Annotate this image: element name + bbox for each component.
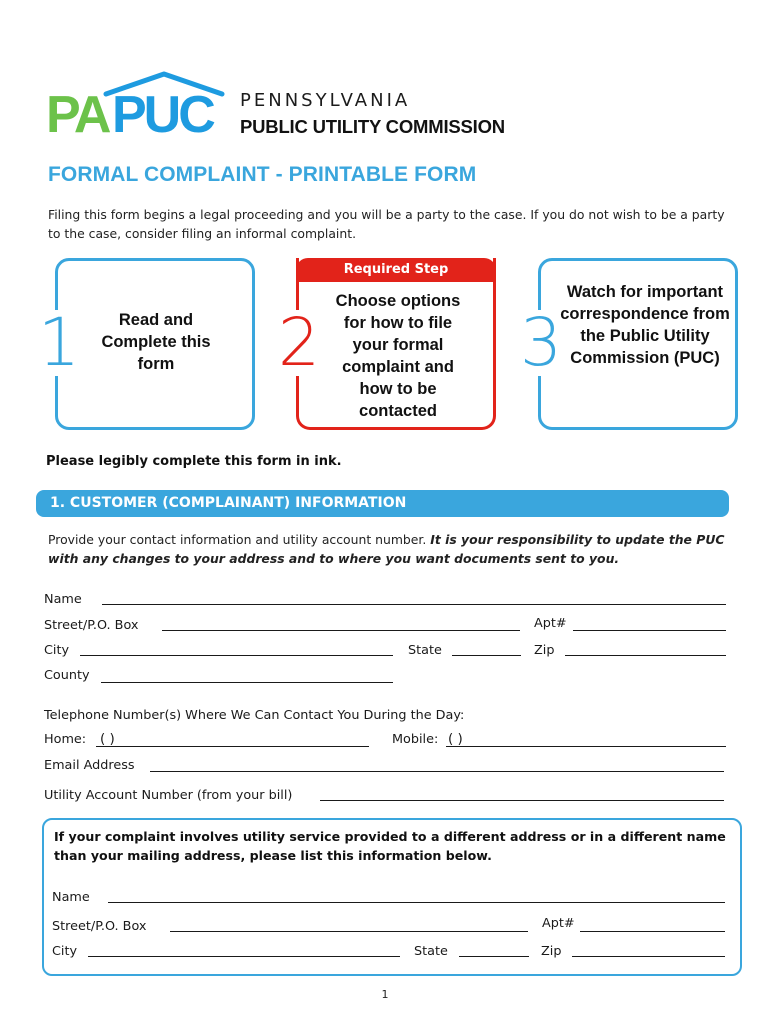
alt-name-label: Name	[52, 890, 90, 905]
step-2-text: Choose options for how to file your formal complaint and how to be contacted	[335, 292, 461, 420]
city-field[interactable]	[80, 655, 393, 656]
zip-label: Zip	[534, 643, 555, 658]
provide-plain: Provide your contact information and utility account number.	[48, 532, 427, 547]
step-2-number: 2	[278, 304, 320, 381]
county-field[interactable]	[101, 682, 393, 683]
mobile-paren: ( )	[448, 731, 463, 747]
step-3-text: Watch for important correspondence from the Public Utility Commission (PUC)	[560, 283, 730, 367]
telephone-heading: Telephone Number(s) Where We Can Contact You During the Day:	[44, 708, 465, 723]
logo-pa-text: PA	[46, 86, 109, 140]
step-1-number: 1	[38, 304, 80, 381]
logo-commission-name: PUBLIC UTILITY COMMISSION	[240, 116, 505, 137]
required-step-tab: Required Step	[296, 258, 496, 282]
alt-street-label: Street/P.O. Box	[52, 919, 147, 934]
section-1-instructions	[48, 530, 728, 568]
street-label: Street/P.O. Box	[44, 618, 139, 633]
provide-emphasis: It is your responsibility to update the PUC with any changes to your address and to where you want documents sent to you.	[48, 532, 725, 566]
mobile-label: Mobile:	[392, 732, 439, 747]
alt-apt-label: Apt#	[542, 916, 575, 931]
alt-city-label: City	[52, 944, 78, 959]
account-number-field[interactable]	[320, 800, 724, 801]
step-3-number: 3	[520, 304, 562, 381]
alt-state-field[interactable]	[459, 956, 529, 957]
home-label: Home:	[44, 732, 87, 747]
ink-instruction: Please legibly complete this form in ink.	[46, 454, 342, 469]
state-label: State	[408, 643, 442, 658]
county-label: County	[44, 668, 90, 683]
intro-text: Filing this form begins a legal proceeding and you will be a party to the case. If you do not wish to be a party to the case, consider filing an informal complaint.	[48, 207, 725, 241]
logo-pennsylvania: PENNSYLVANIA	[240, 90, 411, 111]
zip-field[interactable]	[565, 655, 726, 656]
papuc-logo	[46, 70, 226, 140]
alt-zip-label: Zip	[541, 944, 562, 959]
page-number: 1	[381, 988, 389, 1001]
account-label: Utility Account Number (from your bill)	[44, 788, 293, 803]
apt-label: Apt#	[534, 616, 567, 631]
alt-apt-field[interactable]	[580, 931, 725, 932]
home-phone-field[interactable]	[96, 746, 369, 747]
name-field[interactable]	[102, 604, 726, 605]
section-1-header: 1. CUSTOMER (COMPLAINANT) INFORMATION	[36, 490, 729, 517]
apt-field[interactable]	[573, 630, 726, 631]
alt-name-field[interactable]	[108, 902, 725, 903]
alternate-address-note: If your complaint involves utility service provided to a different address or in a different name than your mailing address, please list this information below.	[54, 829, 726, 863]
logo-puc-text: PUC	[112, 86, 213, 140]
step-1-text: Read and Complete this form	[101, 311, 211, 373]
alt-state-label: State	[414, 944, 448, 959]
state-field[interactable]	[452, 655, 521, 656]
email-field[interactable]	[150, 771, 724, 772]
city-label: City	[44, 643, 70, 658]
mobile-phone-field[interactable]	[446, 746, 726, 747]
home-paren: ( )	[100, 731, 115, 747]
street-field[interactable]	[162, 630, 520, 631]
alt-zip-field[interactable]	[572, 956, 725, 957]
alt-city-field[interactable]	[88, 956, 400, 957]
alt-street-field[interactable]	[170, 931, 528, 932]
email-label: Email Address	[44, 758, 135, 773]
name-label: Name	[44, 592, 82, 607]
form-title: FORMAL COMPLAINT - PRINTABLE FORM	[48, 163, 477, 186]
